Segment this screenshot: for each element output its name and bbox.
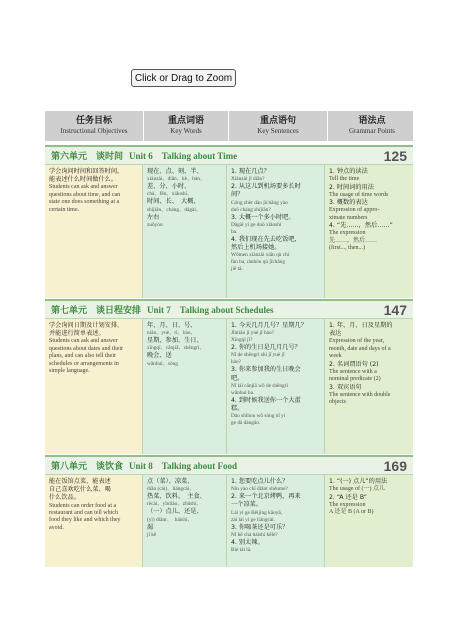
unit-7-objectives — [45, 319, 143, 454]
header-keywords-zh: 重点词语 — [167, 116, 204, 126]
unit-6-grammar-zh-2: 2. 时间词的用法 — [329, 183, 374, 191]
unit-7-keywords — [143, 319, 227, 454]
unit-7-sentence-py-2: Nǐ de shēngrì shì jǐ yuè jǐ hào? — [231, 352, 285, 366]
unit-6-objectives — [45, 165, 143, 298]
unit-7-word-py-1: nián、yuè、rì、hào、 — [147, 330, 196, 337]
unit-8-word-py-3: (yì) diǎnr、 háishi、 — [147, 516, 193, 523]
unit-7-word-zh-3: 晚会、送 — [147, 352, 172, 360]
unit-8-objectives — [45, 475, 143, 567]
unit-7-grammar-zh-3: 3. 双宾语句 — [329, 383, 362, 391]
unit-8-grammar — [325, 475, 413, 567]
unit-8-word-zh-2: 热菜、饮料、 主食、 — [147, 493, 206, 501]
unit-6-sentence-py-1: Xiànzài jǐ diǎn? — [231, 176, 265, 183]
unit-8-grammar-en-1: The usage of (一) 点儿 — [329, 486, 385, 493]
unit-6-grammar-zh-3: 3. 概数的表达 — [329, 199, 368, 207]
unit-8-page-number: 169 — [383, 458, 407, 474]
unit-8-sentence-zh-4: 4. 别太辣。 — [231, 538, 264, 546]
unit-7-sentence-py-3: Nǐ lái cānjiā wǒ de shēngrì wǎnhuì ba. — [231, 382, 288, 396]
unit-6-grammar-zh-1: 1. 钟点的读法 — [329, 168, 368, 175]
unit-6-sentence-zh-3: 3. 大概一个多小时吧。 — [231, 213, 295, 221]
unit-8-section — [45, 455, 413, 566]
header-objectives — [45, 111, 144, 141]
unit-8-sentence-zh-1: 1. 您要吃点儿什么？ — [231, 478, 289, 485]
unit-7-word-py-2: xīngqī、cānjiā、shēngrì、 — [147, 345, 205, 352]
unit-6-word-zh-2: 差、分、小时、 — [147, 183, 191, 191]
unit-6-grammar-en-2: The usage of time words — [329, 191, 389, 198]
unit-8-word-zh-1: 点（菜）、凉菜、 — [147, 478, 194, 485]
unit-8-sentence-zh-3: 3. 你喝茶还是可乐？ — [231, 523, 289, 531]
unit-7-sentence-zh-3: 3. 你来参加我的生日晚会 吧。 — [231, 366, 301, 382]
unit-7-grammar-zh-2: 2. 名词谓语句 (2) — [329, 360, 379, 368]
header-grammar-en: Grammar Points — [348, 127, 396, 135]
unit-6-grammar-en-4: The expression 先……，然后…… (first..., then...) — [329, 230, 378, 252]
unit-6-grammar-en-3: Expression of appro- ximate numbers — [329, 207, 380, 221]
unit-7-grammar — [325, 319, 413, 454]
unit-6-sentence-zh-2: 2. 从这儿到机场要多长时 间？ — [231, 183, 301, 199]
unit-8-objectives-zh: 能在饭馆点菜，能表述 自己喜欢吃什么菜、喝 什么饮品。 — [49, 478, 111, 502]
unit-8-word-py-4: jī kě — [147, 531, 157, 538]
unit-6-title-bar[interactable] — [45, 145, 413, 164]
unit-8-sentence-zh-2: 2. 来一个北京烤鸭，再来 一个凉菜。 — [231, 493, 301, 509]
unit-8-body — [45, 474, 413, 567]
unit-6-word-zh-4: 左右 — [147, 213, 160, 221]
unit-6-word-py-1: xiànzài、diǎn、kè、bàn、 — [147, 176, 206, 183]
unit-6-word-py-4: zuǒyòu — [147, 221, 163, 228]
zoom-button[interactable]: Click or Drag to Zoom — [131, 69, 236, 87]
unit-8-title-zh: 第八单元 谈饮食 — [51, 462, 124, 472]
unit-6-word-py-2: chà、fēn、xiǎoshí、 — [147, 191, 193, 198]
unit-7-body — [45, 318, 413, 454]
unit-7-word-zh-1: 年、月、日、号、 — [147, 322, 197, 329]
unit-6-sentence-zh-1: 1. 现在几点？ — [231, 168, 270, 175]
header-sentences-zh: 重点语句 — [259, 116, 296, 126]
header-grammar — [328, 111, 416, 141]
header-objectives-zh: 任务目标 — [75, 116, 112, 126]
unit-6-body — [45, 164, 413, 298]
unit-6-title-zh: 第六单元 谈时间 — [51, 152, 124, 162]
unit-7-grammar-en-2: The sentence with a nominal predicate (2) — [329, 368, 381, 383]
unit-6-sentence-py-3: Dàgài yí ge duō xiǎoshí ba. — [231, 221, 282, 235]
unit-7-sentence-zh-2: 2. 你的生日是几月几号？ — [231, 344, 301, 352]
unit-6-objectives-en: Students can ask and answer questions about time, and can state one does something at a certain time. — [49, 184, 121, 213]
unit-7-page-number: 147 — [383, 302, 407, 318]
unit-6-grammar — [325, 165, 413, 298]
unit-8-sentences — [227, 475, 325, 567]
unit-8-grammar-zh-2: 2. “A 还是 B” — [329, 493, 367, 501]
unit-7-title-bar[interactable] — [45, 299, 413, 318]
unit-8-grammar-en-2: The expression A 还是 B (A or B) — [329, 501, 374, 516]
unit-7-word-zh-2: 星期、参加、生日、 — [147, 337, 203, 345]
unit-7-objectives-zh: 学会询问日期及计划安排， 并能进行简单表述。 — [49, 322, 124, 338]
unit-6-word-zh-1: 现在、点、刻、半、 — [147, 168, 203, 175]
unit-6-sentences — [227, 165, 325, 298]
header-grammar-zh: 语法点 — [358, 116, 386, 126]
header-objectives-en: Instructional Objectives — [60, 127, 128, 135]
unit-8-word-py-2: rècài、yǐnliào、zhǔshí、 — [147, 501, 202, 508]
table-header — [45, 111, 413, 141]
header-sentences — [229, 111, 328, 141]
unit-8-word-zh-3: （一）点儿、还是、 — [147, 508, 203, 516]
unit-7-grammar-en-1: Expression of the year, month, date and days of a week — [329, 338, 391, 360]
unit-7-objectives-en: Students can ask and answer questions about dates and their plans, and can also tell their schedules or arrangements in simple language. — [49, 338, 123, 375]
unit-8-word-zh-4: 渴 — [147, 523, 154, 531]
unit-7-sentence-py-4: Dào shíhou wǒ sòng nǐ yí ge dà dàngāo. — [231, 413, 286, 427]
unit-7-title-en: Unit 7 Talking about Schedules — [147, 305, 274, 315]
unit-6-word-zh-3: 时间、长、 大概、 — [147, 198, 200, 206]
unit-7-sentences — [227, 319, 325, 454]
unit-8-sentence-py-4: Bié tài là. — [231, 547, 252, 554]
unit-6-objectives-zh: 学会询问时间和回答时间， 能表述什么时间做什么。 — [49, 168, 124, 184]
unit-7-word-py-3: wǎnhuì、sòng — [147, 360, 178, 367]
unit-7-grammar-en-3: The sentence with double objects — [329, 391, 391, 406]
unit-6-word-py-3: shíjiān、cháng、dàgài、 — [147, 206, 202, 213]
unit-6-page-number: 125 — [383, 148, 407, 164]
unit-6-sentence-py-4: Wǒmen xiànzài xiān qù chī fàn ba, ránhòu qù jīchǎng jiē tā. — [231, 252, 290, 273]
unit-8-keywords — [143, 475, 227, 567]
textbook-contents-page — [45, 101, 413, 566]
unit-7-grammar-zh-1: 1. 年、月、日及星期的 表达 — [329, 322, 393, 338]
unit-7-sentence-py-1: Jīntiān jǐ yuè jǐ hào? Xīngqī jǐ? — [231, 330, 274, 344]
unit-8-word-py-1: diǎn (cài)、liángcài、 — [147, 486, 195, 493]
unit-8-grammar-zh-1: 1. “(一) 点儿”的用法 — [329, 478, 388, 485]
unit-6-title-en: Unit 6 Talking about Time — [129, 151, 238, 161]
unit-7-title-zh: 第七单元 谈日程安排 — [51, 306, 142, 316]
unit-6-sentence-zh-4: 4. 我们现在先去吃饭吧， 然后上机场接她。 — [231, 235, 301, 252]
header-keywords-en: Key Words — [170, 127, 202, 135]
unit-6-grammar-en-1: Tell the time — [329, 176, 360, 183]
unit-8-title-bar[interactable] — [45, 455, 413, 474]
unit-8-title-en: Unit 8 Talking about Food — [129, 461, 237, 471]
unit-6-section — [45, 145, 413, 297]
unit-7-section — [45, 299, 413, 453]
unit-8-objectives-en: Students can order food at a restaurant and can tell which food they like and which they avoid. — [49, 502, 121, 531]
header-sentences-en: Key Sentences — [257, 127, 299, 135]
unit-7-sentence-zh-1: 1. 今天几月几号？星期几？ — [231, 322, 307, 329]
unit-6-grammar-zh-4: 4. “先……，然后……” — [329, 222, 393, 230]
unit-8-sentence-py-1: Nín yào chī diǎnr shénme? — [231, 486, 288, 493]
unit-8-sentence-py-3: Nǐ hē chá háishi kělè? — [231, 531, 278, 538]
unit-6-sentence-py-2: Cóng zhèr dào jīchǎng yào duō cháng shíjiān? — [231, 199, 288, 213]
unit-8-sentence-py-2: Lái yí ge Běijīng kǎoyā, zài lái yí ge liángcài. — [231, 509, 283, 523]
unit-6-keywords — [143, 165, 227, 298]
unit-7-sentence-zh-4: 4. 到时候我送你一个大蛋 糕。 — [231, 396, 301, 413]
header-keywords — [144, 111, 229, 141]
